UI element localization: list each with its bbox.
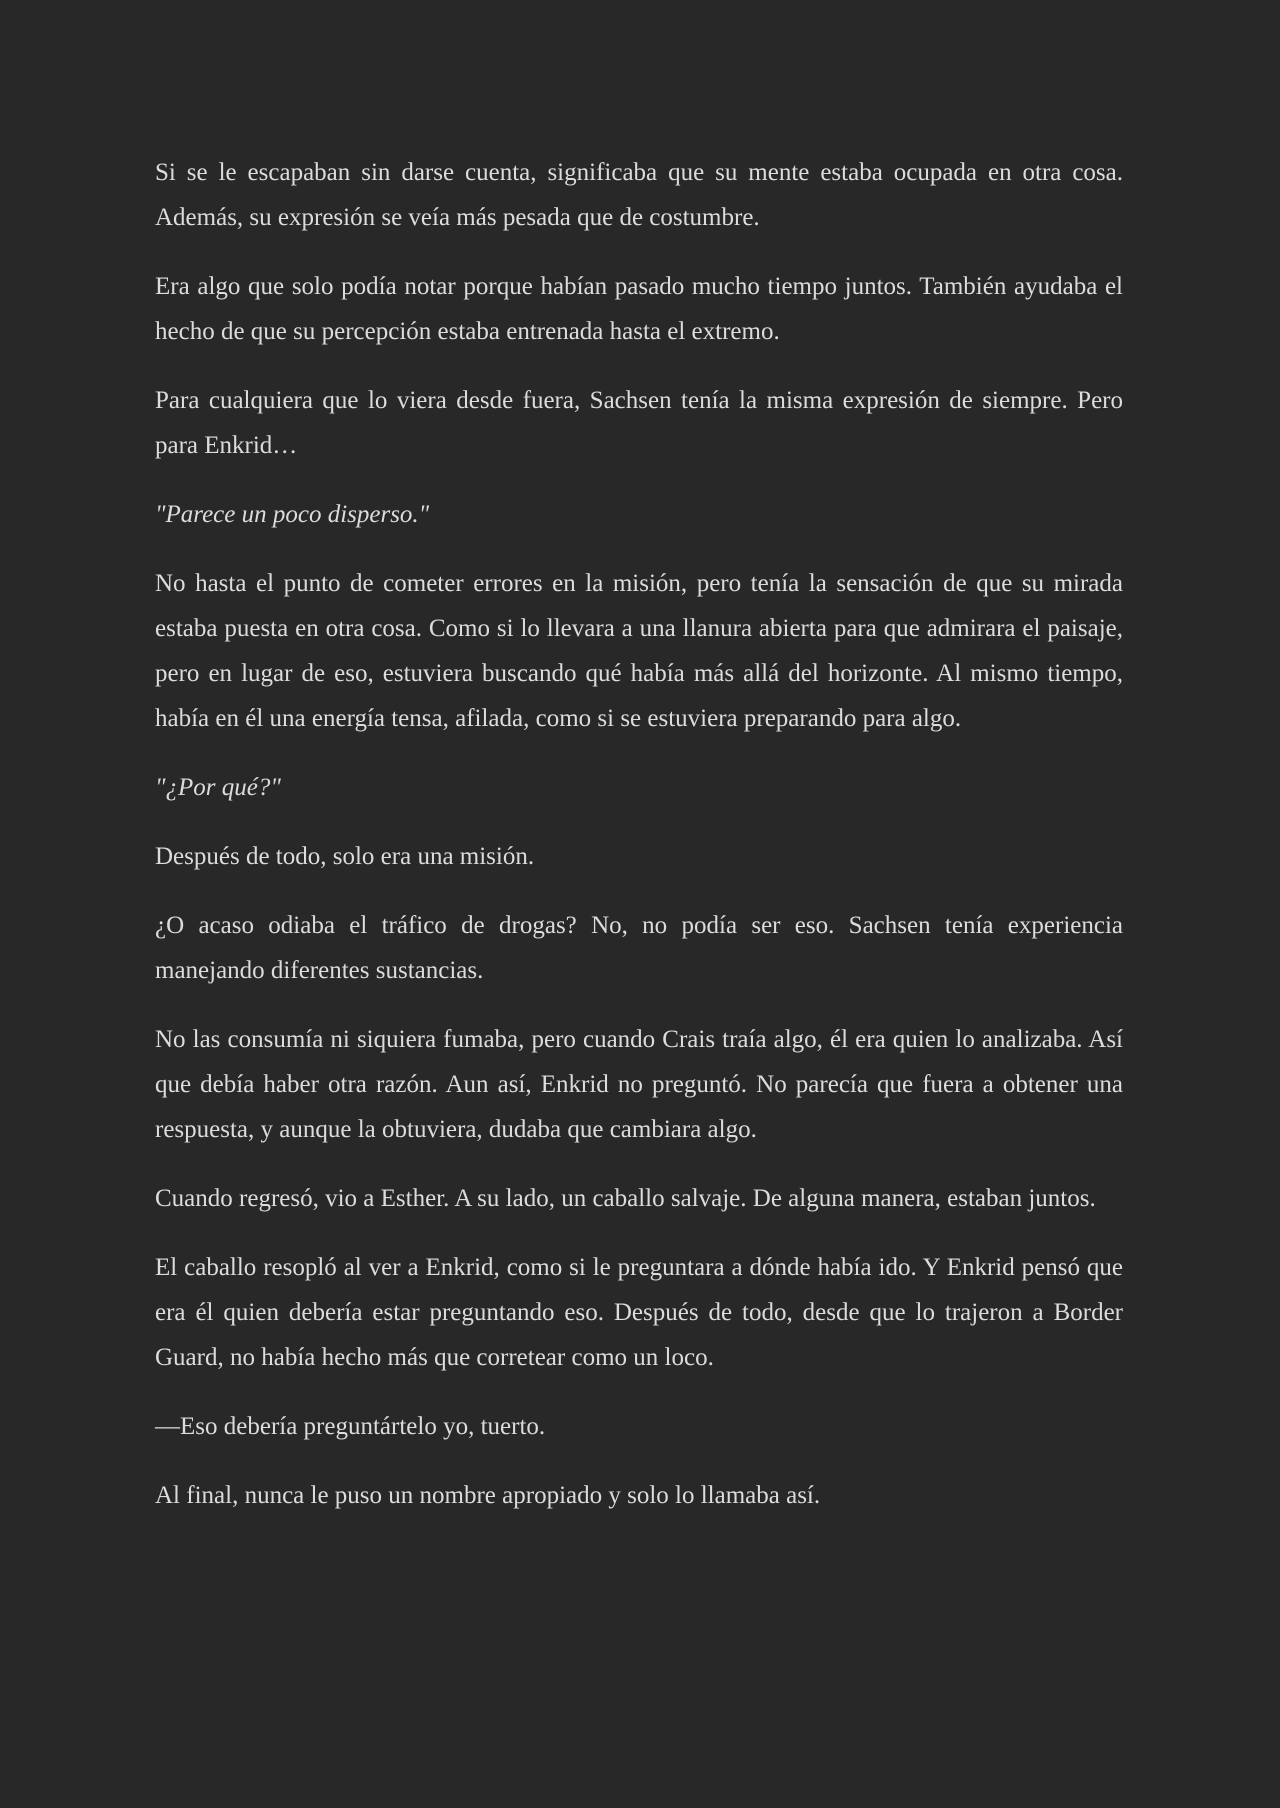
paragraph: No las consumía ni siquiera fumaba, pero cuando Crais traía algo, él era quien lo analizaba. Así que debía haber otra razón. Aun así, Enkrid no preguntó. No parecía que fuera a obtener una respuesta, y aunque la obtuviera, dudaba que cambiara algo. [155, 1026, 1123, 1143]
paragraph: El caballo resopló al ver a Enkrid, como si le preguntara a dónde había ido. Y Enkrid pensó que era él quien debería estar preguntando eso. Después de todo, desde que lo trajeron a Border Guard, no había hecho más que corretear como un loco. [155, 1254, 1123, 1371]
reader-page [155, 150, 1123, 1542]
paragraph: Para cualquiera que lo viera desde fuera, Sachsen tenía la misma expresión de siempre. Pero para Enkrid… [155, 387, 1123, 459]
paragraph-thought: "¿Por qué?" [155, 774, 281, 801]
paragraph: Si se le escapaban sin darse cuenta, significaba que su mente estaba ocupada en otra cosa. Además, su expresión se veía más pesada que de costumbre. [155, 159, 1123, 231]
paragraph: ¿O acaso odiaba el tráfico de drogas? No, no podía ser eso. Sachsen tenía experiencia manejando diferentes sustancias. [155, 912, 1123, 984]
paragraph: No hasta el punto de cometer errores en la misión, pero tenía la sensación de que su mirada estaba puesta en otra cosa. Como si lo llevara a una llanura abierta para que admirara el paisaje, pero en lugar de eso, estuviera buscando qué había más allá del horizonte. Al mismo tiempo, había en él una energía tensa, afilada, como si se estuviera preparando para algo. [155, 570, 1123, 732]
paragraph: Era algo que solo podía notar porque habían pasado mucho tiempo juntos. También ayudaba el hecho de que su percepción estaba entrenada hasta el extremo. [155, 273, 1123, 345]
paragraph-dialogue: —Eso debería preguntártelo yo, tuerto. [155, 1413, 546, 1440]
paragraph: Al final, nunca le puso un nombre apropiado y solo lo llamaba así. [155, 1482, 821, 1509]
paragraph: Cuando regresó, vio a Esther. A su lado, un caballo salvaje. De alguna manera, estaban juntos. [155, 1185, 1096, 1212]
paragraph-thought: "Parece un poco disperso." [155, 501, 430, 528]
paragraph: Después de todo, solo era una misión. [155, 843, 535, 870]
